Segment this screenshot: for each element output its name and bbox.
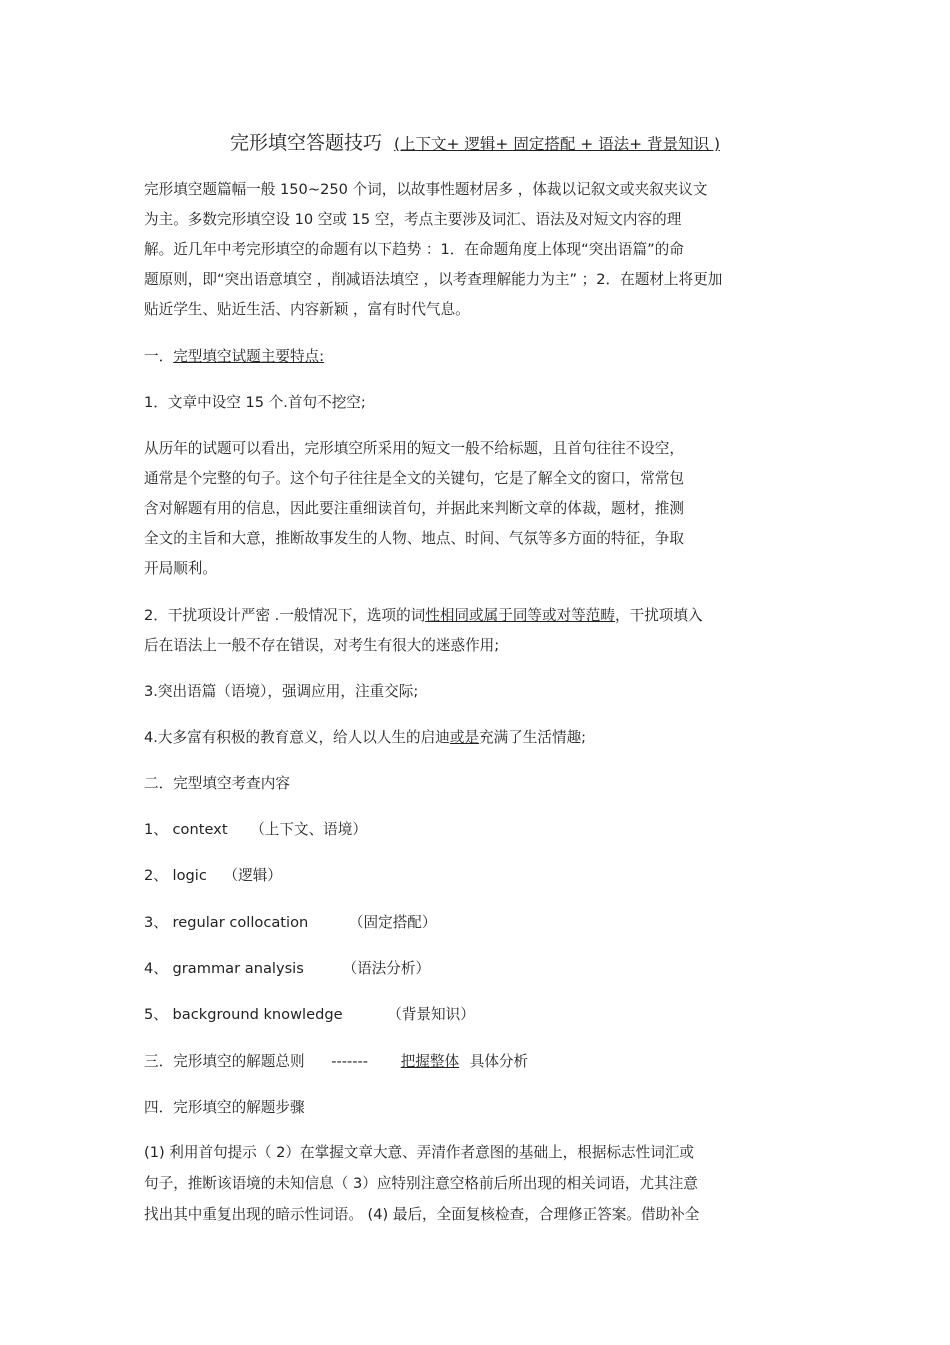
doc-title — [0, 128, 950, 155]
content-item — [144, 916, 436, 931]
content-num: 4、 — [144, 960, 168, 977]
point4-text-a: 4.大多富有积极的教育意义，给人以人生的启迪 — [144, 729, 450, 746]
title-main: 完形填空答题技巧 — [229, 132, 382, 154]
section4-heading: 四．完形填空的解题步骤 — [144, 1099, 305, 1116]
para1-line: 全文的主旨和大意，推断故事发生的人物、地点、时间、气氛等多方面的特征，争取 — [144, 530, 684, 547]
point-2 — [144, 609, 703, 624]
content-en: background knowledge — [172, 1006, 343, 1023]
content-item — [144, 1008, 475, 1023]
steps-line: 找出其中重复出现的暗示性词语。 (4) 最后，全面复核检查，合理修正答案。借助补全 — [144, 1206, 700, 1223]
intro-line: 完形填空题篇幅一般 150~250 个词，以故事性题材居多 ，体裁以记叙文或夹叙夹议文 — [144, 181, 708, 198]
steps-line: 句子，推断该语境的未知信息（ 3）应特别注意空格前后所出现的相关词语，尤其注意 — [144, 1175, 698, 1192]
content-num: 1、 — [144, 821, 168, 838]
content-item — [144, 962, 430, 977]
intro-line: 题原则，即“突出语意填空 ，削减语法填空 ，以考查理解能力为主” ；2．在题材上将更加 — [144, 271, 723, 288]
para1-line: 通常是个完整的句子。这个句子往往是全文的关键句，它是了解全文的窗口，常常包 — [144, 470, 684, 487]
point2-text-c: ，干扰项填入 — [615, 607, 703, 624]
point-2-line2: 后在语法上一般不存在错误，对考生有很大的迷惑作用; — [144, 637, 500, 654]
para1-line: 开局顺利。 — [144, 560, 217, 577]
content-en: context — [172, 821, 228, 838]
content-item — [144, 869, 282, 884]
section1-heading — [144, 350, 324, 365]
content-en: grammar analysis — [172, 960, 304, 977]
content-cn: （固定搭配） — [348, 914, 437, 931]
point4-underlined: 或是 — [449, 729, 480, 746]
point-3: 3.突出语篇（语境），强调应用，注重交际; — [144, 683, 419, 700]
content-cn: （背景知识） — [387, 1006, 475, 1023]
intro-line: 解。近几年中考完形填空的命题有以下趋势 ：1．在命题角度上体现“突出语篇”的命 — [144, 241, 684, 258]
section3-heading — [144, 1055, 528, 1070]
intro-line: 贴近学生、贴近生活、内容新颖 ，富有时代气息。 — [144, 301, 470, 318]
point-1: 1．文章中设空 15 个.首句不挖空; — [144, 394, 366, 411]
content-cn: （上下文、语境） — [250, 821, 367, 838]
title-subtitle: (上下文+ 逻辑+ 固定搭配 + 语法+ 背景知识 ) — [393, 135, 721, 153]
section3-rest: 具体分析 — [469, 1053, 529, 1070]
section3-dash: ------- — [331, 1053, 369, 1070]
section1-title: 完型填空试题主要特点: — [173, 348, 325, 365]
content-num: 2、 — [144, 867, 168, 884]
content-cn: （语法分析） — [342, 960, 431, 977]
content-num: 5、 — [144, 1006, 168, 1023]
section2-heading: 二．完型填空考查内容 — [144, 775, 290, 792]
content-en: regular collocation — [172, 914, 309, 931]
para1-line: 从历年的试题可以看出，完形填空所采用的短文一般不给标题，且首句往往不设空， — [144, 440, 684, 457]
content-num: 3、 — [144, 914, 168, 931]
intro-line: 为主。多数完形填空设 10 空或 15 空，考点主要涉及词汇、语法及对短文内容的理 — [144, 211, 682, 228]
section3-title: 三．完形填空的解题总则 — [144, 1053, 305, 1070]
section3-underlined: 把握整体 — [400, 1053, 460, 1070]
point4-text-c: 充满了生活情趣; — [479, 729, 587, 746]
steps-line: (1) 利用首句提示（ 2）在掌握文章大意、弄清作者意图的基础上，根据标志性词汇或 — [144, 1144, 695, 1161]
para1-line: 含对解题有用的信息，因此要注重细读首句，并据此来判断文章的体裁，题材，推测 — [144, 500, 684, 517]
point2-text-a: 2．干扰项设计严密 .一般情况下，选项的词 — [144, 607, 426, 624]
content-en: logic — [172, 867, 207, 884]
section1-prefix: 一． — [144, 348, 174, 365]
content-item — [144, 823, 367, 838]
point-4 — [144, 731, 586, 746]
content-cn: （逻辑） — [223, 867, 282, 884]
point2-underlined: 性相同或属于同等或对等范畴 — [425, 607, 615, 624]
